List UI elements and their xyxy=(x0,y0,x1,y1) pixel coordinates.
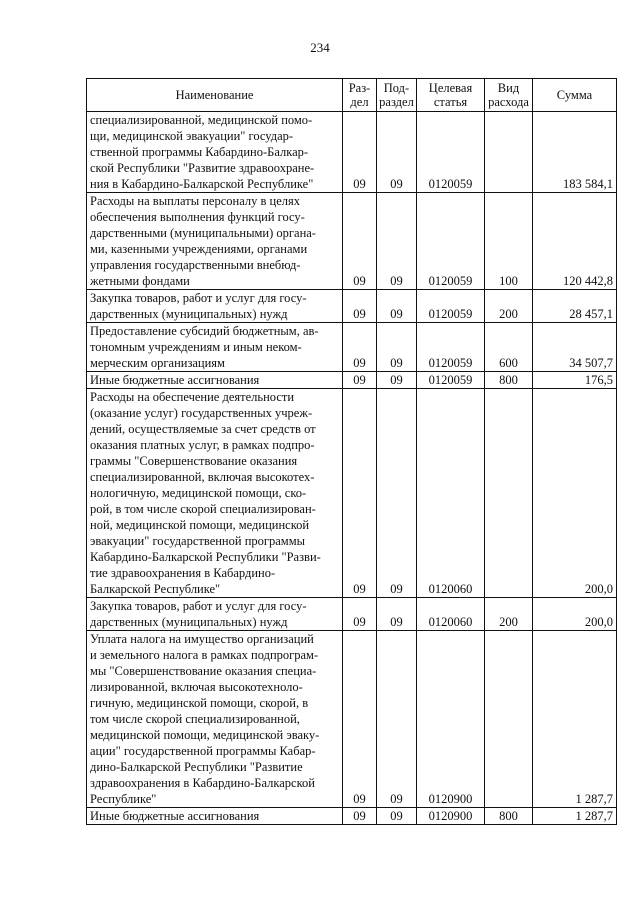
row-kind: 600 xyxy=(485,323,533,372)
row-name: специализированной, медицинской помо- щи, медицинской эвакуации" государ- ственной программы Кабардино-Балкар- ской Республики "Развитие здравоохране- ния в Кабардино-Балкарской Республике" xyxy=(87,112,343,193)
page-number: 234 xyxy=(310,40,330,55)
header-section: Раз- дел xyxy=(343,79,377,112)
row-target: 0120059 xyxy=(417,112,485,193)
row-target: 0120059 xyxy=(417,372,485,389)
row-subsection: 09 xyxy=(377,112,417,193)
row-section: 09 xyxy=(343,631,377,808)
row-name: Расходы на выплаты персоналу в целях обеспечения выполнения функций госу- дарственными (муниципальными) органа- ми, казенными учреждениями, органами управления государственными внебюд- жетными фондами xyxy=(87,193,343,290)
table-row xyxy=(87,323,617,372)
row-section: 09 xyxy=(343,323,377,372)
row-target: 0120900 xyxy=(417,808,485,825)
row-subsection: 09 xyxy=(377,631,417,808)
row-kind xyxy=(485,112,533,193)
table-row xyxy=(87,372,617,389)
row-section: 09 xyxy=(343,598,377,631)
row-target: 0120900 xyxy=(417,631,485,808)
table-row xyxy=(87,389,617,598)
header-kind: Вид расхода xyxy=(485,79,533,112)
row-name: Иные бюджетные ассигнования xyxy=(87,808,343,825)
table-row xyxy=(87,598,617,631)
row-target: 0120059 xyxy=(417,290,485,323)
header-name: Наименование xyxy=(87,79,343,112)
row-target: 0120060 xyxy=(417,389,485,598)
row-kind: 200 xyxy=(485,290,533,323)
row-name: Предоставление субсидий бюджетным, ав- тономным учреждениям и иным неком- мерческим организациям xyxy=(87,323,343,372)
table-row xyxy=(87,808,617,825)
row-target: 0120059 xyxy=(417,323,485,372)
row-sum: 183 584,1 xyxy=(533,112,617,193)
row-subsection: 09 xyxy=(377,323,417,372)
row-subsection: 09 xyxy=(377,193,417,290)
row-section: 09 xyxy=(343,389,377,598)
row-kind xyxy=(485,389,533,598)
row-name: Иные бюджетные ассигнования xyxy=(87,372,343,389)
header-sum: Сумма xyxy=(533,79,617,112)
row-section: 09 xyxy=(343,193,377,290)
row-sum: 1 287,7 xyxy=(533,631,617,808)
table-header-row xyxy=(87,79,617,112)
row-name: Закупка товаров, работ и услуг для госу- дарственных (муниципальных) нужд xyxy=(87,598,343,631)
row-sum: 200,0 xyxy=(533,598,617,631)
header-target: Целевая статья xyxy=(417,79,485,112)
row-subsection: 09 xyxy=(377,598,417,631)
row-target: 0120060 xyxy=(417,598,485,631)
row-sum: 120 442,8 xyxy=(533,193,617,290)
row-kind: 800 xyxy=(485,372,533,389)
row-sum: 200,0 xyxy=(533,389,617,598)
row-section: 09 xyxy=(343,372,377,389)
row-subsection: 09 xyxy=(377,372,417,389)
table-row xyxy=(87,631,617,808)
row-section: 09 xyxy=(343,290,377,323)
budget-table xyxy=(86,78,617,825)
header-subsection: Под- раздел xyxy=(377,79,417,112)
row-section: 09 xyxy=(343,112,377,193)
row-sum: 176,5 xyxy=(533,372,617,389)
row-kind: 100 xyxy=(485,193,533,290)
row-name: Уплата налога на имущество организаций и земельного налога в рамках подпрограм- мы "Совершенствование оказания специа- лизированной, включая высокотехноло- гичную, медицинской помощи, скорой, в том числе скорой специализированной, медицинской помощи, медицинской эваку- ации" государственной программы Кабар- дино-Балкарской Республики "Развитие здравоохранения в Кабардино-Балкарской Республике" xyxy=(87,631,343,808)
row-target: 0120059 xyxy=(417,193,485,290)
row-subsection: 09 xyxy=(377,808,417,825)
row-sum: 28 457,1 xyxy=(533,290,617,323)
row-subsection: 09 xyxy=(377,389,417,598)
row-kind: 200 xyxy=(485,598,533,631)
row-name: Расходы на обеспечение деятельности (оказание услуг) государственных учреж- дений, осуществляемые за счет средств от оказания платных услуг, в рамках подпро- граммы "Совершенствование оказания специализированной, включая высокотех- нологичную, медицинской помощи, ско- рой, в том числе скорой специализирован- ной, медицинской помощи, медицинской эвакуации" государственной программы Кабардино-Балкарской Республики "Разви- тие здравоохранения в Кабардино- Балкарской Республике" xyxy=(87,389,343,598)
row-name: Закупка товаров, работ и услуг для госу- дарственных (муниципальных) нужд xyxy=(87,290,343,323)
table-row xyxy=(87,112,617,193)
row-kind: 800 xyxy=(485,808,533,825)
row-sum: 1 287,7 xyxy=(533,808,617,825)
row-kind xyxy=(485,631,533,808)
table-row xyxy=(87,193,617,290)
table-row xyxy=(87,290,617,323)
row-section: 09 xyxy=(343,808,377,825)
row-sum: 34 507,7 xyxy=(533,323,617,372)
row-subsection: 09 xyxy=(377,290,417,323)
